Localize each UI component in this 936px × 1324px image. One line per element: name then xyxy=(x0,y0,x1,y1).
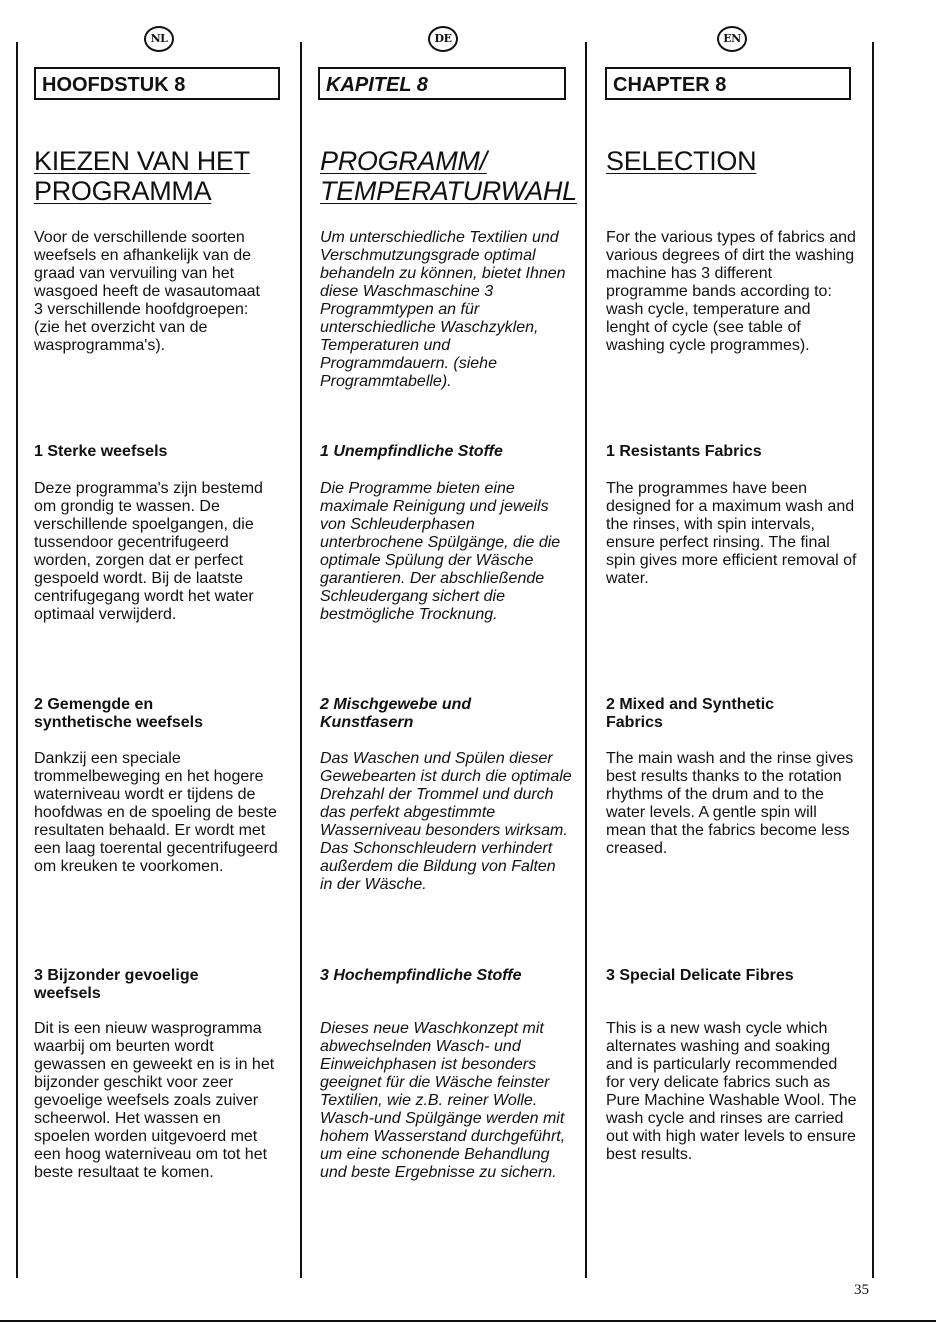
subsection-heading-en-3: 3 Special Delicate Fibres xyxy=(606,967,794,984)
subsection-heading-en-1: 1 Resistants Fabrics xyxy=(606,443,762,460)
subsection-body-en-3: This is a new wash cycle which alternates washing and soaking and is particularly recommended for very delicate fabrics such as Pure Machine Washable Wool. The wash cycle and rinses are carried out with high water levels to ensure best results. xyxy=(606,1020,857,1163)
section-title-nl-line2: PROGRAMMA xyxy=(34,176,212,206)
subsection-heading-en-2: 2 Mixed and Synthetic Fabrics xyxy=(606,696,775,731)
subsection-body-de-2: Das Waschen und Spülen dieser Gewebearten ist durch die optimale Drehzahl der Trommel und durch das perfekt abgestimmte Wasserniveau besonders wirksam. Das Schonschleudern verhindert außerdem die Bildung von Falten in der Wäsche. xyxy=(320,750,572,893)
subsection-heading-nl-2: 2 Gemengde en synthetische weefsels xyxy=(34,696,203,731)
language-badge-en: EN xyxy=(717,26,747,52)
subsection-heading-nl-3: 3 Bijzonder gevoelige weefsels xyxy=(34,967,199,1002)
subsection-heading-nl-1: 1 Sterke weefsels xyxy=(34,443,168,460)
section-title-en xyxy=(606,146,856,176)
chapter-heading-de: KAPITEL 8 xyxy=(318,67,566,100)
language-badge-de: DE xyxy=(428,26,458,52)
intro-paragraph-en: For the various types of fabrics and various degrees of dirt the washing machine has 3 different programme bands according to: wash cycle, temperature and lenght of cycle (see table of washing cycle programmes). xyxy=(606,229,856,354)
subsection-body-nl-3: Dit is een nieuw wasprogramma waarbij om beurten wordt gewassen en geweekt en is in het bijzonder geschikt voor zeer gevoelige weefsels zoals zuiver scheerwol. Het wassen en spoelen worden uitgevoerd met een hoog waterniveau om tot het beste resultaat te komen. xyxy=(34,1020,275,1181)
section-title-nl xyxy=(34,146,284,206)
subsection-heading-de-1: 1 Unempfindliche Stoffe xyxy=(320,443,503,460)
column-rule-right xyxy=(872,42,874,1278)
subsection-heading-de-3: 3 Hochempfindliche Stoffe xyxy=(320,967,522,984)
subsection-heading-de-2: 2 Mischgewebe und Kunstfasern xyxy=(320,696,472,731)
subsection-body-de-3: Dieses neue Waschkonzept mit abwechselnden Wasch- und Einweichphasen ist besonders geeignet für die Wäsche feinster Textilien, wie z.B. reiner Wolle. Wasch-und Spülgänge werden mit hohem Wasserstand durchgeführt, um eine schonende Behandlung und beste Ergebnisse zu sichern. xyxy=(320,1020,566,1181)
subsection-body-nl-1: Deze programma's zijn bestemd om grondig te wassen. De verschillende spoelgangen, die tussendoor gecentrifugeerd worden, zorgen dat er perfect gespoeld wordt. Bij de laatste centrifugegang wordt het water optimaal verwijderd. xyxy=(34,480,263,623)
column-rule-left xyxy=(16,42,18,1278)
page-bottom-edge xyxy=(0,1320,936,1322)
intro-paragraph-de: Um unterschiedliche Textilien und Verschmutzungsgrade optimal behandeln zu können, bietet Ihnen diese Waschmaschine 3 Programmtypen an für unterschiedliche Waschzyklen, Temperaturen und Programmdauern. (siehe Programmtabelle). xyxy=(320,229,566,390)
chapter-heading-en: CHAPTER 8 xyxy=(605,67,851,100)
section-title-de-line1: PROGRAMM/ xyxy=(320,146,487,176)
subsection-body-nl-2: Dankzij een speciale trommelbeweging en het hogere waterniveau wordt er tijdens de hoofdwas en de spoeling de beste resultaten behaald. Er wordt met een laag toerental gecentrifugeerd om kreuken te voorkomen. xyxy=(34,750,278,875)
section-title-de-line2: TEMPERATURWAHL xyxy=(320,176,577,206)
column-rule-middle-2 xyxy=(585,42,587,1278)
subsection-body-de-1: Die Programme bieten eine maximale Reinigung und jeweils von Schleuderphasen unterbrochene Spülgänge, die die optimale Spülung der Wäsche garantieren. Der abschließende Schleudergang sichert die bestmögliche Trocknung. xyxy=(320,480,561,623)
column-rule-middle-1 xyxy=(300,42,302,1278)
section-title-nl-line1: KIEZEN VAN HET xyxy=(34,146,250,176)
chapter-heading-nl: HOOFDSTUK 8 xyxy=(34,67,280,100)
subsection-body-en-2: The main wash and the rinse gives best results thanks to the rotation rhythms of the drum and to the water levels. A gentle spin will mean that the fabrics become less creased. xyxy=(606,750,854,857)
intro-paragraph-nl: Voor de verschillende soorten weefsels en afhankelijk van de graad van vervuiling van het wasgoed heeft de wasautomaat 3 verschillende hoofdgroepen: (zie het overzicht van de wasprogramma's). xyxy=(34,229,260,354)
section-title-de xyxy=(320,146,575,206)
section-title-en-line1: SELECTION xyxy=(606,146,757,176)
language-badge-nl: NL xyxy=(144,26,174,52)
subsection-body-en-1: The programmes have been designed for a maximum wash and the rinses, with spin intervals, ensure perfect rinsing. The final spin gives more efficient removal of water. xyxy=(606,480,857,587)
page-number: 35 xyxy=(854,1282,869,1298)
